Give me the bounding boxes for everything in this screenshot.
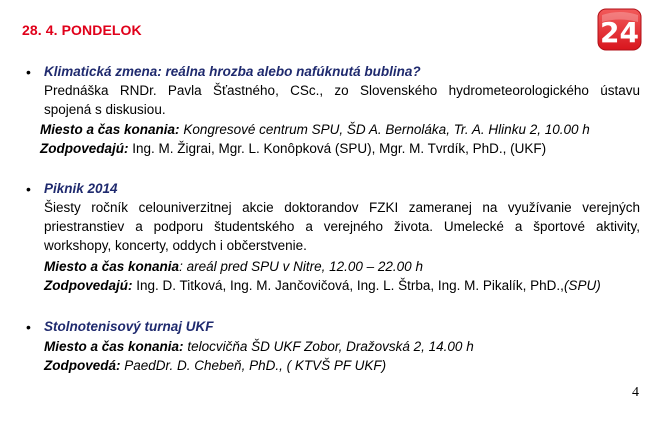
place-value: telocvičňa ŠD UKF Zobor, Dražovská 2, 14.00 h [183,339,474,354]
section-date-heading: 28. 4. PONDELOK [22,22,142,38]
event-title: Stolnotenisový turnaj UKF [44,319,214,334]
place-label: Miesto a čas konania: [40,122,180,137]
svg-text:24: 24 [600,16,639,49]
bullet-icon: • [26,64,31,80]
event-place-line [44,258,423,276]
description-line: spojená s diskusiou. [44,102,166,117]
event-description [44,198,640,255]
responsible-value: PaedDr. D. Chebeň, PhD., ( KTVŠ PF UKF) [120,358,387,373]
responsible-label: Zodpovedajú: [44,278,133,293]
event-place-line [44,338,474,356]
responsible-value: Ing. M. Žigrai, Mgr. L. Konôpková (SPU), Mgr. M. Tvrdík, PhD., (UKF) [128,141,547,156]
event-title: Piknik 2014 [44,181,118,196]
event-place-line [40,121,590,139]
place-label: Miesto a čas konania: [44,339,184,354]
place-value: Kongresové centrum SPU, ŠD A. Bernoláka, Tr. A. Hlinku 2, 10.00 h [179,122,590,137]
event-title: Klimatická zmena: reálna hrozba alebo nafúknutá bublina? [44,64,421,79]
event-responsible-line [40,140,546,158]
event-description [44,81,640,119]
responsible-label: Zodpovedajú: [40,141,129,156]
page-number: 4 [632,385,639,400]
place-label: Miesto a čas konania [44,259,180,274]
description-line: priestranstiev a podporu študentského a verejného života. Umelecké a športové aktivity, [44,219,640,234]
bullet-icon: • [26,181,31,197]
responsible-suffix: (SPU) [563,278,601,293]
responsible-value: Ing. D. Titková, Ing. M. Jančovičová, Ing. L. Štrba, Ing. M. Pikalík, PhD., [132,278,564,293]
place-value: : areál pred SPU v Nitre, 12.00 – 22.00 h [179,259,423,274]
event-responsible-line [44,357,386,375]
description-line: workshopy, koncerty, oddych i občerstvenie. [44,238,307,253]
description-line: Šiesty ročník celouniverzitnej akcie doktorandov FZKI zameranej na využívanie verejných [44,200,640,215]
bullet-icon: • [26,319,31,335]
event-responsible-line [44,277,601,295]
responsible-label: Zodpovedá: [44,358,121,373]
description-line: Prednáška RNDr. Pavla Šťastného, CSc., zo Slovenského hydrometeorologického ústavu [44,83,640,98]
site-24-logo-icon [596,6,644,54]
